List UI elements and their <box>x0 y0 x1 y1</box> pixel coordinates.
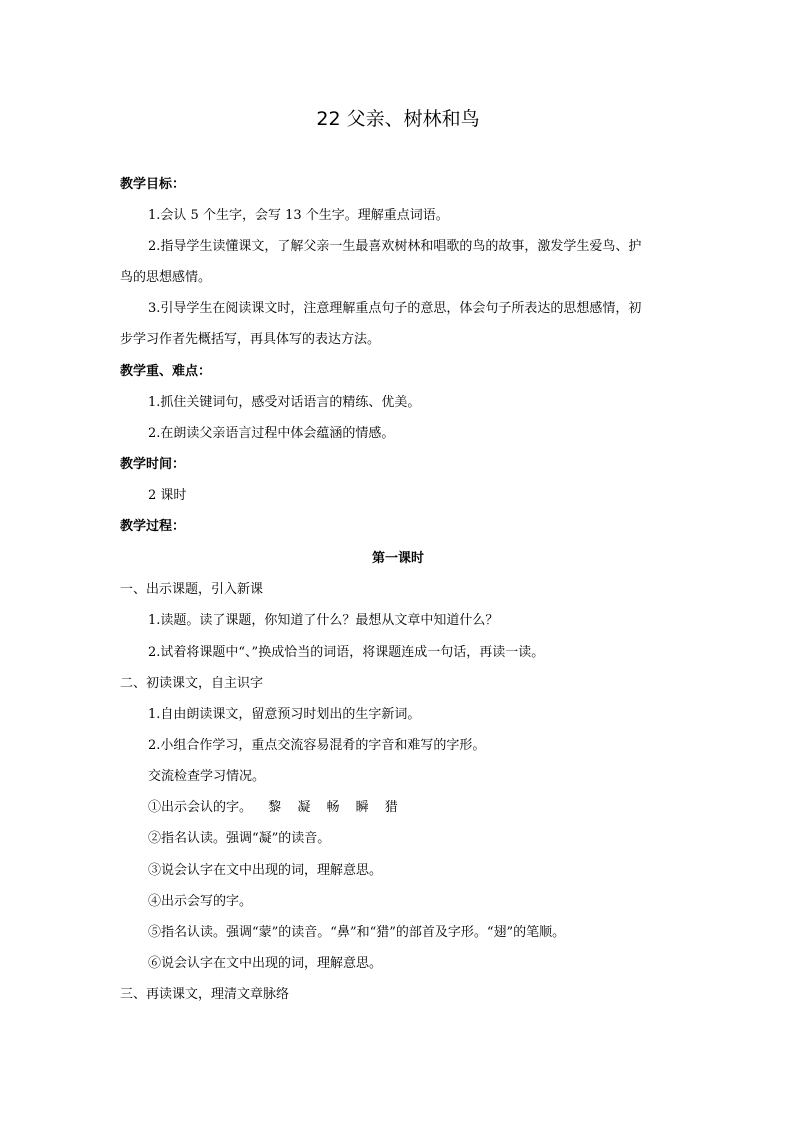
step-2-item-2: 2.小组合作学习，重点交流容易混肴的字音和难写的字形。 <box>148 738 486 753</box>
sub-item-1-label: ①出示会认的字。 <box>148 800 253 815</box>
goals-heading: 教学目标： <box>120 177 186 192</box>
sub-item-5: ⑤指名认读。强调“蒙”的读音。“鼻”和“猎”的部首及字形。“翅”的笔顺。 <box>148 925 566 940</box>
process-heading: 教学过程： <box>120 519 186 534</box>
step-2-item-1: 1.自由朗读课文，留意预习时划出的生字新词。 <box>148 707 421 722</box>
document-title: 22 父亲、树林和鸟 <box>316 108 480 130</box>
step-1-item-1: 1.读题。读了课题，你知道了什么？最想从文章中知道什么？ <box>148 613 499 628</box>
goal-3-line-2: 步学习作者先概括写，再具体写的表达方法。 <box>120 332 381 347</box>
sub-item-3: ③说会认字在文中出现的词，理解意思。 <box>148 863 383 878</box>
goal-1: 1.会认 5 个生字，会写 13 个生字。理解重点词语。 <box>148 208 449 223</box>
step-2-heading: 二、初读课文，自主识字 <box>120 676 264 691</box>
sub-item-1 <box>120 799 676 817</box>
key-point-1: 1.抓住关键词句，感受对话语言的精练、优美。 <box>148 395 421 410</box>
character-4: 瞬 <box>355 800 369 815</box>
character-5: 猎 <box>384 800 398 815</box>
goal-2-line-2: 鸟的思想感情。 <box>120 270 212 285</box>
step-2-item-3: 交流检查学习情况。 <box>148 769 266 784</box>
key-points-heading: 教学重、难点： <box>120 364 212 379</box>
step-1-heading: 一、出示课题，引入新课 <box>120 582 264 597</box>
character-2: 凝 <box>297 800 311 815</box>
document-page <box>120 0 676 1123</box>
step-1-item-2: 2.试着将课题中“、”换成恰当的词语，将课题连成一句话，再读一读。 <box>148 645 545 660</box>
lesson-title: 第一课时 <box>371 551 424 566</box>
time-heading: 教学时间： <box>120 457 186 472</box>
character-1: 黎 <box>268 800 282 815</box>
sub-item-4: ④出示会写的字。 <box>148 894 253 909</box>
character-3: 畅 <box>326 800 340 815</box>
goal-3-line-1: 3.引导学生在阅读课文时，注意理解重点句子的意思，体会句子所表达的思想感情，初 <box>148 301 642 316</box>
sub-item-6: ⑥说会认字在文中出现的词，理解意思。 <box>148 956 383 971</box>
time-value: 2 课时 <box>148 488 187 503</box>
step-3-heading: 三、再读课文，理清文章脉络 <box>120 987 290 1002</box>
goal-2-line-1: 2.指导学生读懂课文，了解父亲一生最喜欢树林和唱歌的鸟的故事，激发学生爱鸟、护 <box>148 239 642 254</box>
key-point-2: 2.在朗读父亲语言过程中体会蕴涵的情感。 <box>148 426 395 441</box>
sub-item-2: ②指名认读。强调“凝”的读音。 <box>148 831 331 846</box>
